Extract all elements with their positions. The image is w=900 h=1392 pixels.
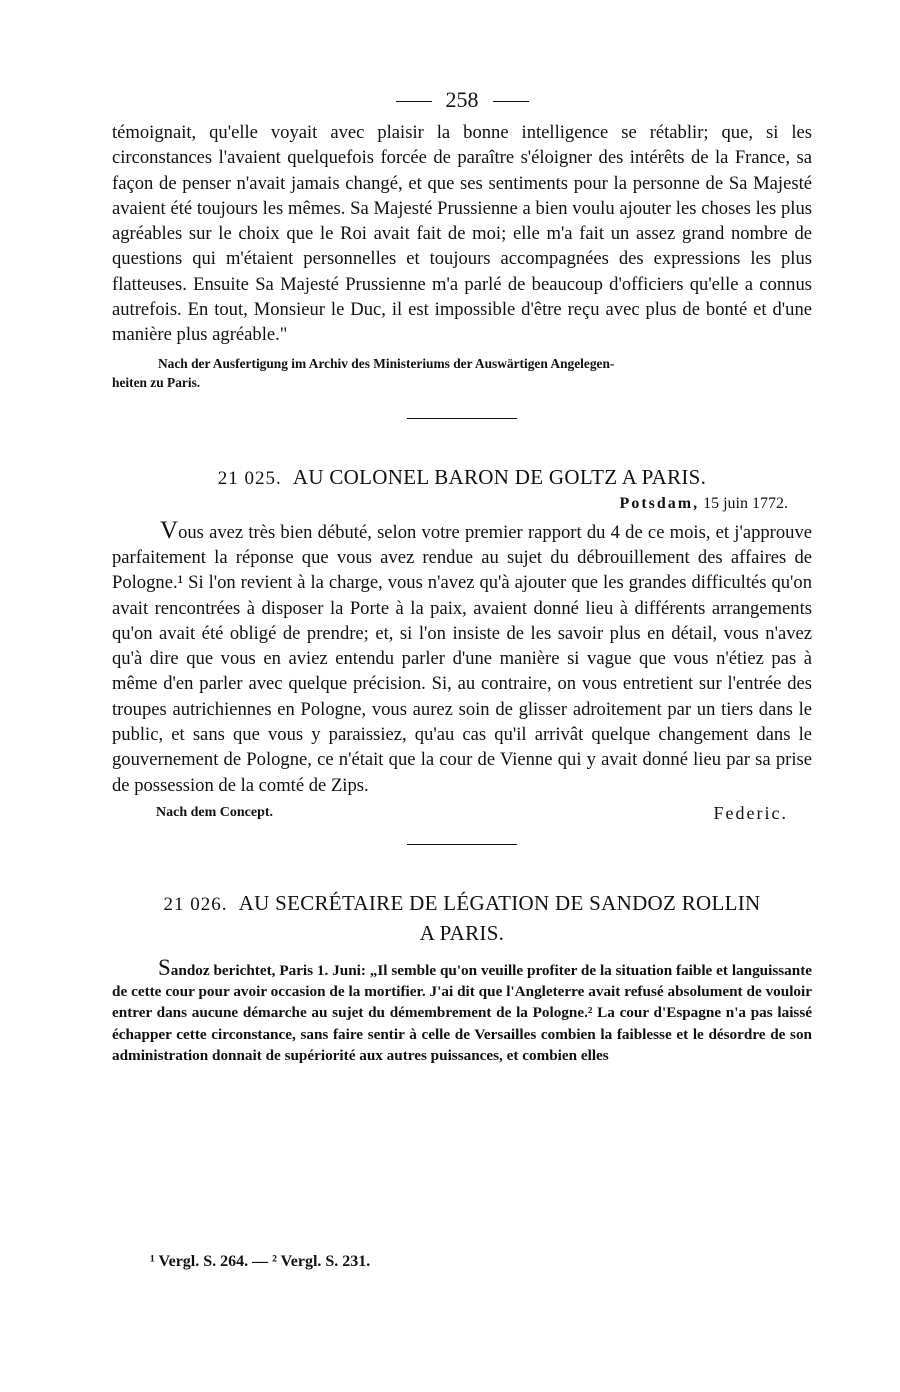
letter-21026-heading-line-1 — [112, 889, 812, 919]
letter-21025-number: 21 025. — [217, 467, 282, 489]
source-note-line-2: heiten zu Paris. — [112, 374, 201, 390]
page-number-header — [112, 86, 812, 120]
header-dash-left — [396, 101, 432, 102]
letter-21025-signature-row — [112, 802, 812, 824]
letter-21025-body: Vous avez très bien débuté, selon votre premier rapport du 4 de ce mois, et j'approuve parfaitement la réponse que vous avez rendue au sujet du débrouillement des affaires de Pologne.¹ Si l'on revient à la charge, vous n'avez qu'à ajouter que les grandes difficultés qu'on avait rencontrées à disposer la Porte à la paix, avaient donné lieu à différents arrangements qu'on avait été obligé de prendre; et, si l'on insiste de les savoir plus en détail, vous n'avez qu'à dire que vous en aviez entendu parler d'une manière si vague que vous n'étiez pas à même d'en parler avec quelque précision. Si, au contraire, on vous entretient sur l'entrée des troupes autrichiennes en Pologne, vous aurez soin de glisser adroitement par un tiers dans le public, et sans que vous y paraissiez, qu'au cas qu'il arrivât quelque changement dans le gouvernement de Pologne, ce n'était que la cour de Vienne qui y avait donné lieu par sa prise de possession de la comté de Zips. — [112, 516, 812, 796]
letter-21026-number: 21 026. — [163, 893, 228, 915]
letter-21025-title: AU COLONEL BARON DE GOLTZ A PARIS. — [292, 464, 707, 489]
letter-21025-source-note: Nach dem Concept. — [156, 804, 274, 820]
letter-21026-heading-line-2: A PARIS. — [419, 920, 505, 945]
letter-21025-place: Potsdam, — [619, 494, 700, 512]
letter-21026-title: AU SECRÉTAIRE DE LÉGATION DE SANDOZ ROLLIN — [238, 890, 761, 915]
continuation-paragraph: témoignait, qu'elle voyait avec plaisir la bonne intelligence se rétablir; que, si les circonstances l'avaient quelquefois forcée de paraître s'éloigner des intérêts de la France, sa façon de penser n'avait jamais changé, et que ses sentiments pour la personne de Sa Majesté avaient été toujours les mêmes. Sa Majesté Prussienne a bien voulu ajouter les choses les plus agréables sur le choix que le Roi avait fait de moi; elle m'a fait un assez grand nombre de questions qui m'étaient personnelles et toujours accompagnées des expressions les plus flatteuses. Ensuite Sa Majesté Prussienne m'a parlé de beaucoup d'officiers qu'elle a connus autrefois. En tout, Monsieur le Duc, il est impossible d'être reçu avec plus de bonté et d'une manière plus agréable." — [112, 122, 812, 346]
header-dash-right — [493, 101, 529, 102]
continuation-source-note — [112, 354, 812, 392]
section-divider-2 — [407, 844, 517, 845]
section-divider-1 — [407, 418, 517, 419]
letter-21025-heading — [112, 463, 812, 493]
page-number: 258 — [445, 87, 479, 112]
letter-21026-heading — [112, 889, 812, 947]
footnotes: ¹ Vergl. S. 264. — ² Vergl. S. 231. — [150, 1253, 371, 1270]
letter-21025-dateline — [112, 493, 812, 515]
letter-21025-signature: Federic. — [713, 802, 788, 823]
source-note-line-1: Nach der Ausfertigung im Archiv des Ministeriums der Auswärtigen Angelegen- — [158, 355, 615, 371]
letter-21025-date: 15 juin 1772. — [703, 494, 788, 512]
letter-21026-body: Sandoz berichtet, Paris 1. Juni: „Il semble qu'on veuille profiter de la situation faible et languissante de cette cour pour avoir occasion de la mortifier. J'ai dit que l'Angleterre avait refusé absolument de vouloir entrer dans aucune démarche au sujet du démembrement de la Pologne.² La cour d'Espagne n'a pas laissé échapper cette circonstance, sans faire sentir à celle de Versailles combien la faiblesse et le désordre de son administration donnait de supériorité aux autres puissances, et combien elles — [112, 954, 812, 1064]
document-page — [112, 86, 812, 1066]
